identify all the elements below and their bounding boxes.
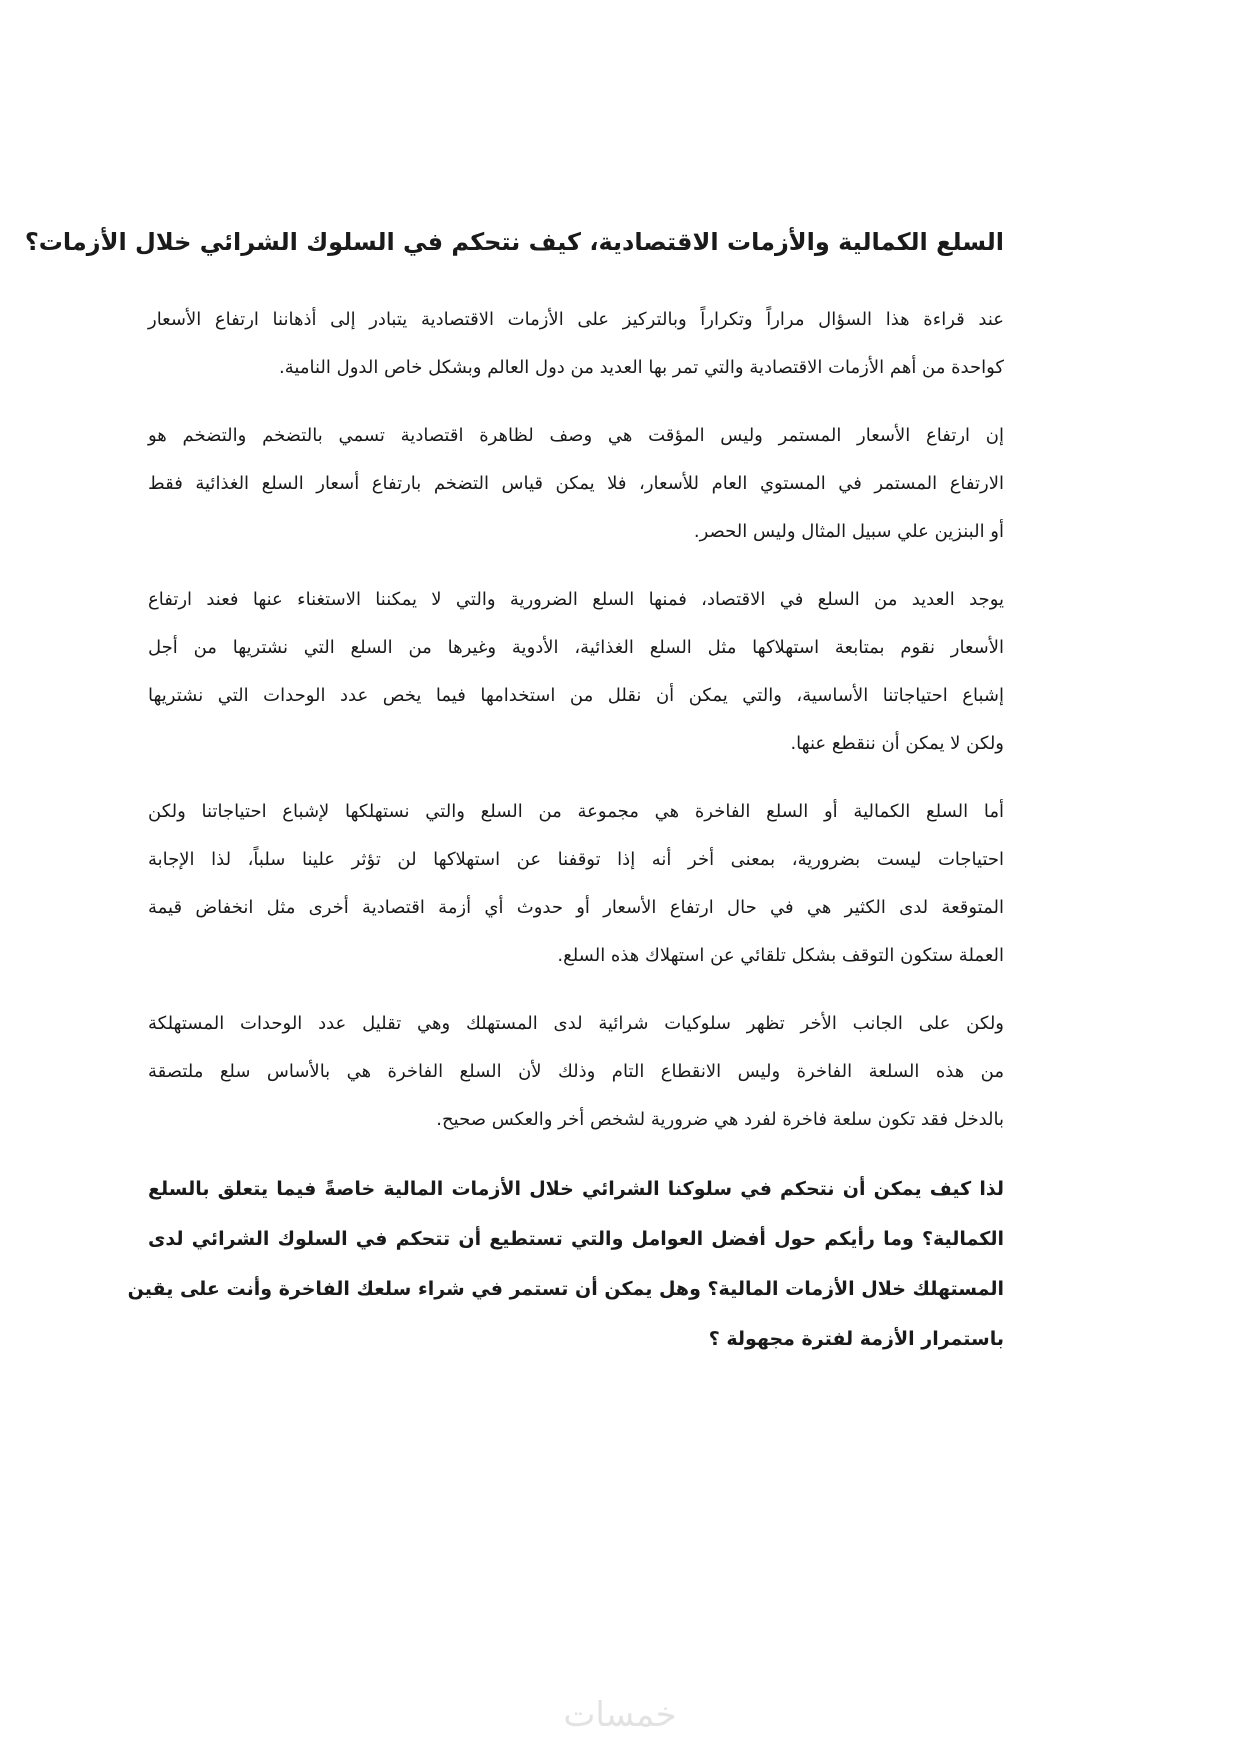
- paragraph-line: العملة ستكون التوقف بشكل تلقائي عن استهلاك هذه السلع.: [557, 945, 1004, 966]
- question-paragraph: [127, 1164, 1004, 1364]
- paragraph-line: كواحدة من أهم الأزمات الاقتصادية والتي تمر بها العديد من دول العالم وبشكل خاص الدول النامية.: [279, 357, 1004, 378]
- paragraph: [148, 296, 1004, 392]
- paragraph: [148, 412, 1004, 556]
- document-page: [24, 222, 1004, 1384]
- paragraph-line: ولكن لا يمكن أن ننقطع عنها.: [790, 733, 1004, 754]
- paragraph-line: احتياجات ليست بضرورية، بمعنى أخر أنه إذا توقفنا عن استهلاكها لن تؤثر علينا سلباً، لذا الإجابة: [148, 849, 1004, 870]
- document-title: السلع الكمالية والأزمات الاقتصادية، كيف نتحكم في السلوك الشرائي خلال الأزمات؟: [24, 228, 1004, 256]
- paragraph-line: لذا كيف يمكن أن نتحكم في سلوكنا الشرائي خلال الأزمات المالية خاصةً فيما يتعلق بالسلع: [148, 1178, 1004, 1200]
- paragraph-line: الكمالية؟ وما رأيكم حول أفضل العوامل والتي تستطيع أن تتحكم في السلوك الشرائي لدى: [148, 1228, 1004, 1250]
- paragraph-line: باستمرار الأزمة لفترة مجهولة ؟: [708, 1328, 1004, 1350]
- paragraph-line: ولكن على الجانب الأخر تظهر سلوكيات شرائية لدى المستهلك وهي تقليل عدد الوحدات المستهلكة: [148, 1013, 1004, 1034]
- paragraph-line: من هذه السلعة الفاخرة وليس الانقطاع التام وذلك لأن السلع الفاخرة هي بالأساس سلع ملتصقة: [148, 1061, 1004, 1082]
- paragraph: [148, 788, 1004, 980]
- paragraph-line: المتوقعة لدى الكثير هي في حال ارتفاع الأسعار أو حدوث أي أزمة اقتصادية أخرى مثل انخفاض قيمة: [148, 897, 1004, 918]
- paragraph-line: المستهلك خلال الأزمات المالية؟ وهل يمكن أن تستمر في شراء سلعك الفاخرة وأنت على يقين: [127, 1278, 1004, 1300]
- paragraph: [148, 576, 1004, 768]
- paragraph-line: بالدخل فقد تكون سلعة فاخرة لفرد هي ضرورية لشخص أخر والعكس صحيح.: [436, 1109, 1004, 1130]
- paragraph-line: أو البنزين علي سبيل المثال وليس الحصر.: [693, 521, 1004, 542]
- paragraph-line: أما السلع الكمالية أو السلع الفاخرة هي مجموعة من السلع والتي نستهلكها لإشباع احتياجاتنا ولكن: [148, 801, 1004, 822]
- paragraph-line: إشباع احتياجاتنا الأساسية، والتي يمكن أن نقلل من استخدامها فيما يخص عدد الوحدات التي نشتريها: [148, 685, 1004, 706]
- paragraph-line: الأسعار نقوم بمتابعة استهلاكها مثل السلع الغذائية، الأدوية وغيرها من السلع التي نشتريها من أجل: [148, 637, 1004, 658]
- document-body: [127, 296, 1004, 1364]
- paragraph-line: يوجد العديد من السلع في الاقتصاد، فمنها السلع الضرورية والتي لا يمكننا الاستغناء عنها فعند ارتفاع: [148, 589, 1004, 610]
- watermark-logo: خمسات: [563, 1695, 677, 1735]
- paragraph-line: عند قراءة هذا السؤال مراراً وتكراراً وبالتركيز على الأزمات الاقتصادية يتبادر إلى أذهاننا ارتفاع الأسعار: [148, 309, 1004, 330]
- paragraph-line: الارتفاع المستمر في المستوي العام للأسعار، فلا يمكن قياس التضخم بارتفاع أسعار السلع الغذائية فقط: [148, 473, 1004, 494]
- paragraph-line: إن ارتفاع الأسعار المستمر وليس المؤقت هي وصف لظاهرة اقتصادية تسمي بالتضخم والتضخم هو: [148, 425, 1004, 446]
- paragraph: [148, 1000, 1004, 1144]
